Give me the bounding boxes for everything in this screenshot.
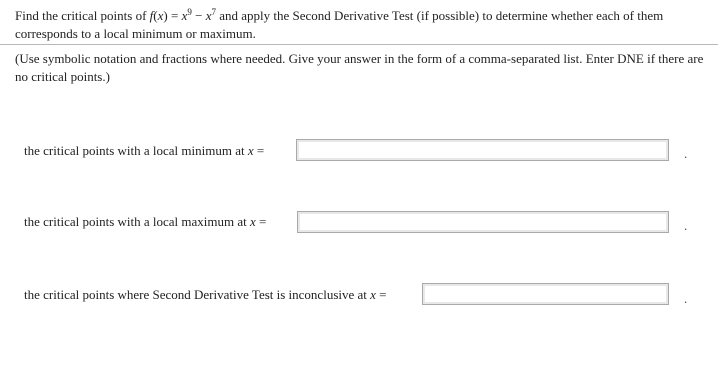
answer-instructions: (Use symbolic notation and fractions where needed. Give your answer in the form of a comma-separated list. Enter DNE if there are no critical points.) xyxy=(15,51,704,84)
inconclusive-equals: = xyxy=(375,287,387,302)
paren-close-equals: ) = xyxy=(163,8,182,23)
local-maximum-equals: = xyxy=(255,214,267,229)
local-minimum-period: . xyxy=(684,146,688,161)
function-name: f xyxy=(149,8,154,23)
local-maximum-prompt xyxy=(24,213,266,231)
paren-open: ( xyxy=(153,8,158,23)
local-minimum-equals: = xyxy=(253,143,265,158)
problem-text-lead: Find the critical points of xyxy=(15,8,150,23)
inconclusive-label: the critical points where Second Derivative Test is inconclusive at xyxy=(24,287,371,302)
inconclusive-period: . xyxy=(684,291,688,306)
term1-exponent: 9 xyxy=(187,7,192,17)
local-maximum-input[interactable] xyxy=(297,211,669,233)
problem-text-tail: and apply the Second Derivative Test (if possible) to determine whether each of them corresponds to a local minimum or maximum. xyxy=(15,8,664,41)
local-maximum-variable: x xyxy=(250,214,256,229)
function-argument: x xyxy=(157,8,164,23)
local-maximum-label: the critical points with a local maximum at xyxy=(24,214,250,229)
local-minimum-label: the critical points with a local minimum at xyxy=(24,143,248,158)
inconclusive-prompt xyxy=(24,286,387,304)
inconclusive-variable: x xyxy=(370,287,376,302)
term1-base: x xyxy=(181,8,188,23)
inconclusive-input[interactable] xyxy=(422,283,669,305)
local-minimum-prompt xyxy=(24,142,264,160)
section-divider xyxy=(0,44,718,45)
local-maximum-period: . xyxy=(684,218,688,233)
minus-sign: − xyxy=(191,8,206,23)
term2-exponent: 7 xyxy=(211,7,216,17)
problem-statement xyxy=(15,7,705,43)
local-minimum-input[interactable] xyxy=(296,139,669,161)
problem-text xyxy=(15,7,705,43)
term2-base: x xyxy=(205,8,212,23)
local-minimum-variable: x xyxy=(247,143,254,158)
